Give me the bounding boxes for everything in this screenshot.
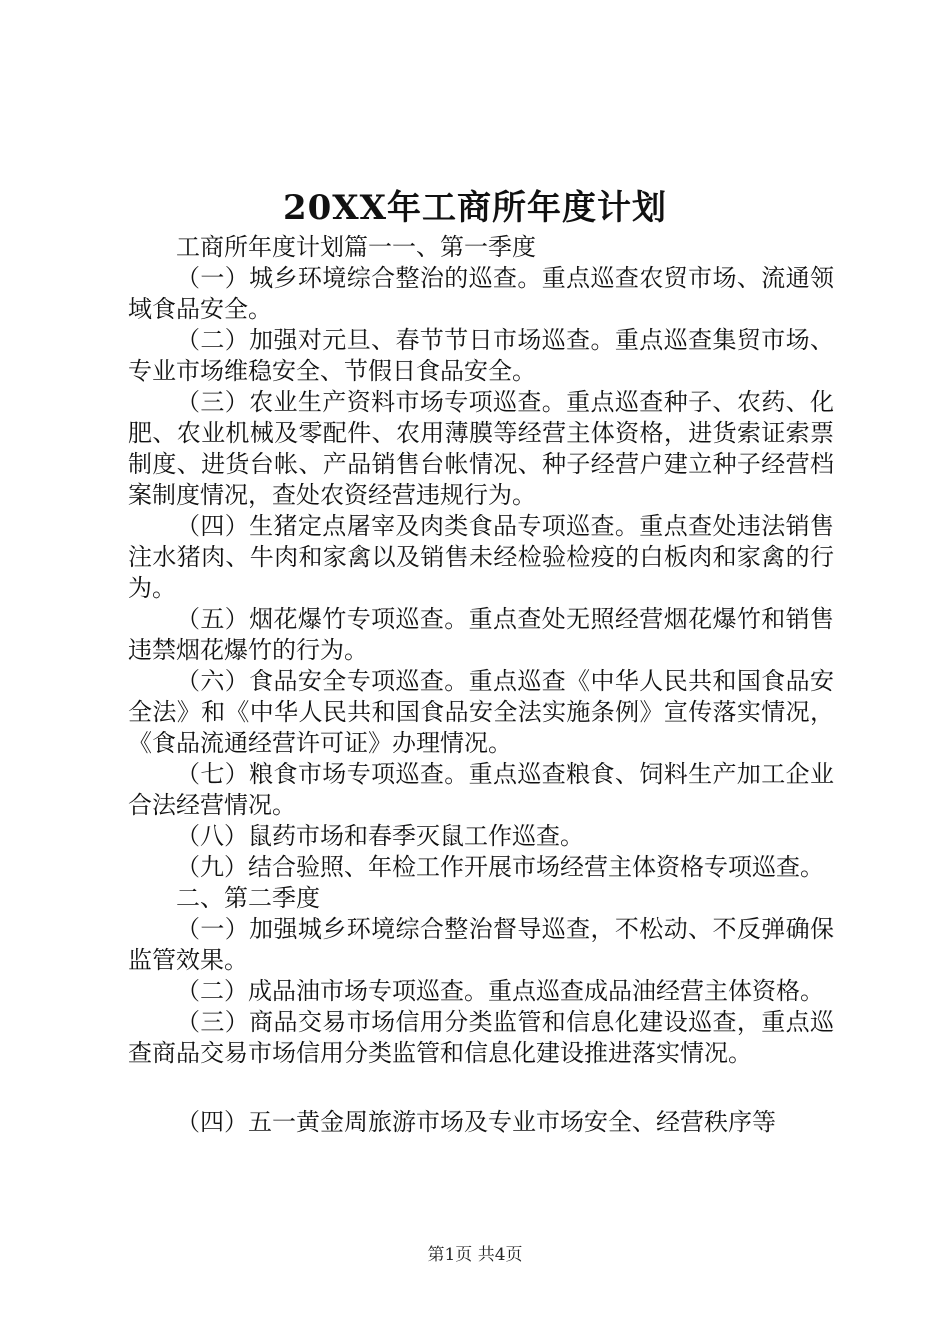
paragraph-gap	[128, 1069, 834, 1107]
document-title: 20XX年工商所年度计划	[282, 188, 668, 228]
paragraph-q1-item-6: （六）食品安全专项巡查。重点巡查《中华人民共和国食品安全法》和《中华人民共和国食品安全法实施条例》宣传落实情况，《食品流通经营许可证》办理情况。	[128, 667, 834, 757]
paragraph-q1-item-8: （八）鼠药市场和春季灭鼠工作巡查。	[176, 822, 584, 850]
document-body	[128, 232, 834, 1138]
paragraph-q2-item-1: （一）加强城乡环境综合整治督导巡查，不松动、不反弹确保监管效果。	[128, 915, 834, 974]
page-number-footer: 第1页 共4页	[427, 1245, 523, 1265]
paragraph-q2-item-3: （三）商品交易市场信用分类监管和信息化建设巡查，重点巡查商品交易市场信用分类监管和信息化建设推进落实情况。	[128, 1008, 834, 1067]
paragraph-q1-item-5: （五）烟花爆竹专项巡查。重点查处无照经营烟花爆竹和销售违禁烟花爆竹的行为。	[128, 605, 834, 664]
paragraph-intro: 工商所年度计划篇一一、第一季度	[176, 233, 536, 261]
paragraph-q2-item-2: （二）成品油市场专项巡查。重点巡查成品油经营主体资格。	[176, 977, 824, 1005]
paragraph-q1-item-1: （一）城乡环境综合整治的巡查。重点巡查农贸市场、流通领域食品安全。	[128, 264, 834, 323]
paragraph-q2-item-4: （四）五一黄金周旅游市场及专业市场安全、经营秩序等	[176, 1108, 776, 1136]
paragraph-q1-item-2: （二）加强对元旦、春节节日市场巡查。重点巡查集贸市场、专业市场维稳安全、节假日食品安全。	[128, 326, 834, 385]
paragraph-q1-item-7: （七）粮食市场专项巡查。重点巡查粮食、饲料生产加工企业合法经营情况。	[128, 760, 834, 819]
paragraph-q1-item-9: （九）结合验照、年检工作开展市场经营主体资格专项巡查。	[176, 853, 824, 881]
paragraph-q1-item-4: （四）生猪定点屠宰及肉类食品专项巡查。重点查处违法销售注水猪肉、牛肉和家禽以及销售未经检验检疫的白板肉和家禽的行为。	[128, 512, 834, 602]
paragraph-q1-item-3: （三）农业生产资料市场专项巡查。重点巡查种子、农药、化肥、农业机械及零配件、农用薄膜等经营主体资格，进货索证索票制度、进货台帐、产品销售台帐情况、种子经营户建立种子经营档案制度情况，查处农资经营违规行为。	[128, 388, 834, 509]
section-heading-q2: 二、第二季度	[176, 884, 320, 912]
